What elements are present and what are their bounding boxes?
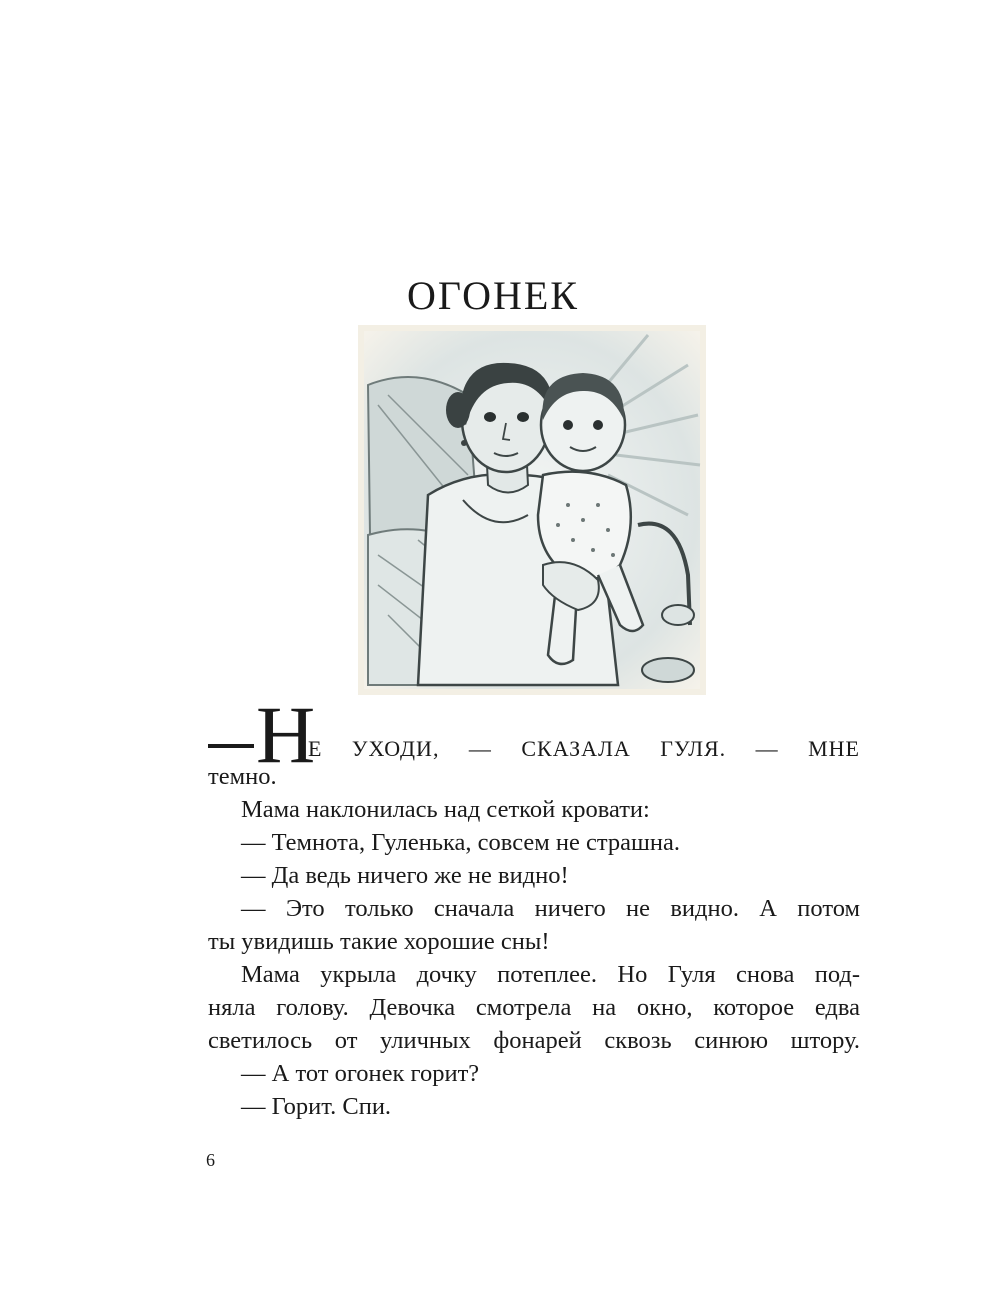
em-dash	[208, 744, 254, 748]
mother-holding-child-illustration	[358, 325, 706, 695]
text-line: няла голову. Девочка смотрела на окно, которое едва	[208, 994, 860, 1021]
text-line: Мама наклонилась над сеткой кровати:	[241, 796, 650, 823]
text-line: — Да ведь ничего же не видно!	[241, 862, 569, 889]
text-line: — Горит. Спи.	[241, 1093, 392, 1120]
page-number: 6	[206, 1150, 215, 1170]
text-line: Мама укрыла дочку потеплее. Но Гуля снова под-	[241, 961, 860, 988]
first-line-rest: Е УХОДИ, — СКАЗАЛА ГУЛЯ. — МНЕ	[308, 736, 860, 761]
text-line: темно.	[208, 763, 277, 790]
text-line: — А тот огонек горит?	[241, 1060, 480, 1087]
text-line: ты увидишь такие хорошие сны!	[208, 928, 550, 955]
text-line: светилось от уличных фонарей сквозь синюю штору.	[208, 1027, 860, 1054]
drop-cap: Н	[256, 689, 316, 780]
chapter-title: ОГОНЕК	[407, 273, 579, 318]
text-line: — Это только сначала ничего не видно. А потом	[241, 895, 860, 922]
text-line: — Темнота, Гуленька, совсем не страшна.	[241, 829, 680, 856]
